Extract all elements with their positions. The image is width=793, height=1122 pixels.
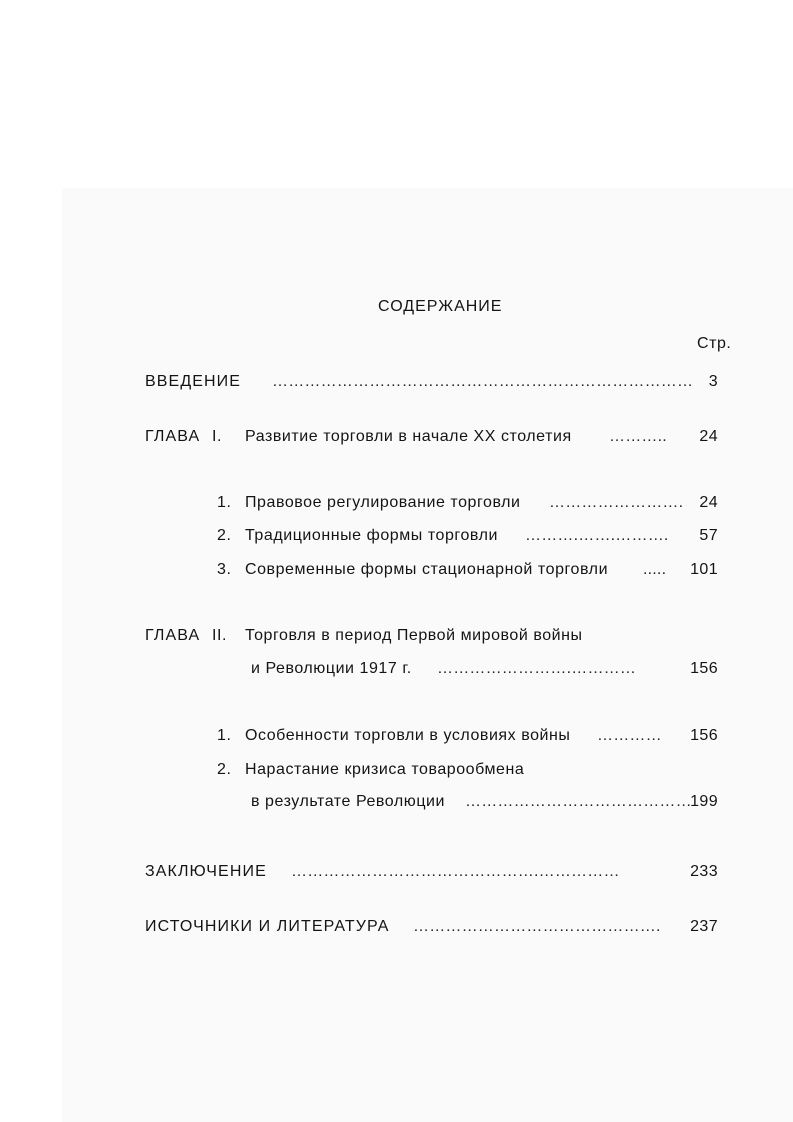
dot-leader: …………………….………… xyxy=(437,660,637,677)
section-title-line-1: Нарастание кризиса товарообмена xyxy=(245,761,525,778)
section-number: 3. xyxy=(217,561,232,578)
section-title: Традиционные формы торговли xyxy=(245,527,498,544)
section-title: Правовое регулирование торговли xyxy=(245,494,521,511)
section-number: 2. xyxy=(217,527,232,544)
chapter-label: ГЛАВА xyxy=(145,627,201,644)
section-number: 2. xyxy=(217,761,232,778)
page-title: СОДЕРЖАНИЕ xyxy=(378,298,503,315)
page-number: 199 xyxy=(690,793,718,810)
entry-label: ЗАКЛЮЧЕНИЕ xyxy=(145,863,267,880)
chapter-numeral: I. xyxy=(212,428,222,445)
dot-leader: …………………………………………………………………… xyxy=(272,373,694,390)
chapter-numeral: II. xyxy=(212,627,227,644)
page-number: 237 xyxy=(690,918,718,935)
page-column-header: Стр. xyxy=(697,335,732,352)
section-title-line-2: в результате Революции xyxy=(251,793,446,810)
page-number: 233 xyxy=(690,863,718,880)
dot-leader: ..... xyxy=(643,561,667,578)
page-number: 57 xyxy=(699,527,718,544)
page-number: 156 xyxy=(690,660,718,677)
page-number: 101 xyxy=(690,561,718,578)
page-number: 3 xyxy=(708,373,718,390)
section-number: 1. xyxy=(217,727,232,744)
dot-leader: ………………………………………. xyxy=(413,918,661,935)
chapter-label: ГЛАВА xyxy=(145,428,201,445)
dot-leader: …………………………………… xyxy=(465,793,692,810)
entry-label: ИСТОЧНИКИ И ЛИТЕРАТУРА xyxy=(145,918,390,935)
chapter-title-line-2: и Революции 1917 г. xyxy=(251,660,412,677)
page-number: 24 xyxy=(699,494,718,511)
section-number: 1. xyxy=(217,494,232,511)
page-number: 24 xyxy=(699,428,718,445)
page-number: 156 xyxy=(690,727,718,744)
section-title: Современные формы стационарной торговли xyxy=(245,561,609,578)
dot-leader: ……………………. xyxy=(549,494,684,511)
section-title: Особенности торговли в условиях войны xyxy=(245,727,571,744)
entry-label: ВВЕДЕНИЕ xyxy=(145,373,242,390)
chapter-title-line-1: Торговля в период Первой мировой войны xyxy=(245,627,583,644)
chapter-title: Развитие торговли в начале XX столетия xyxy=(245,428,572,445)
dot-leader: ……….. xyxy=(609,428,667,445)
dot-leader: ………… xyxy=(597,727,662,744)
dot-leader: ……….…….………. xyxy=(525,527,669,544)
dot-leader: ……………………………………….…………… xyxy=(291,863,620,880)
